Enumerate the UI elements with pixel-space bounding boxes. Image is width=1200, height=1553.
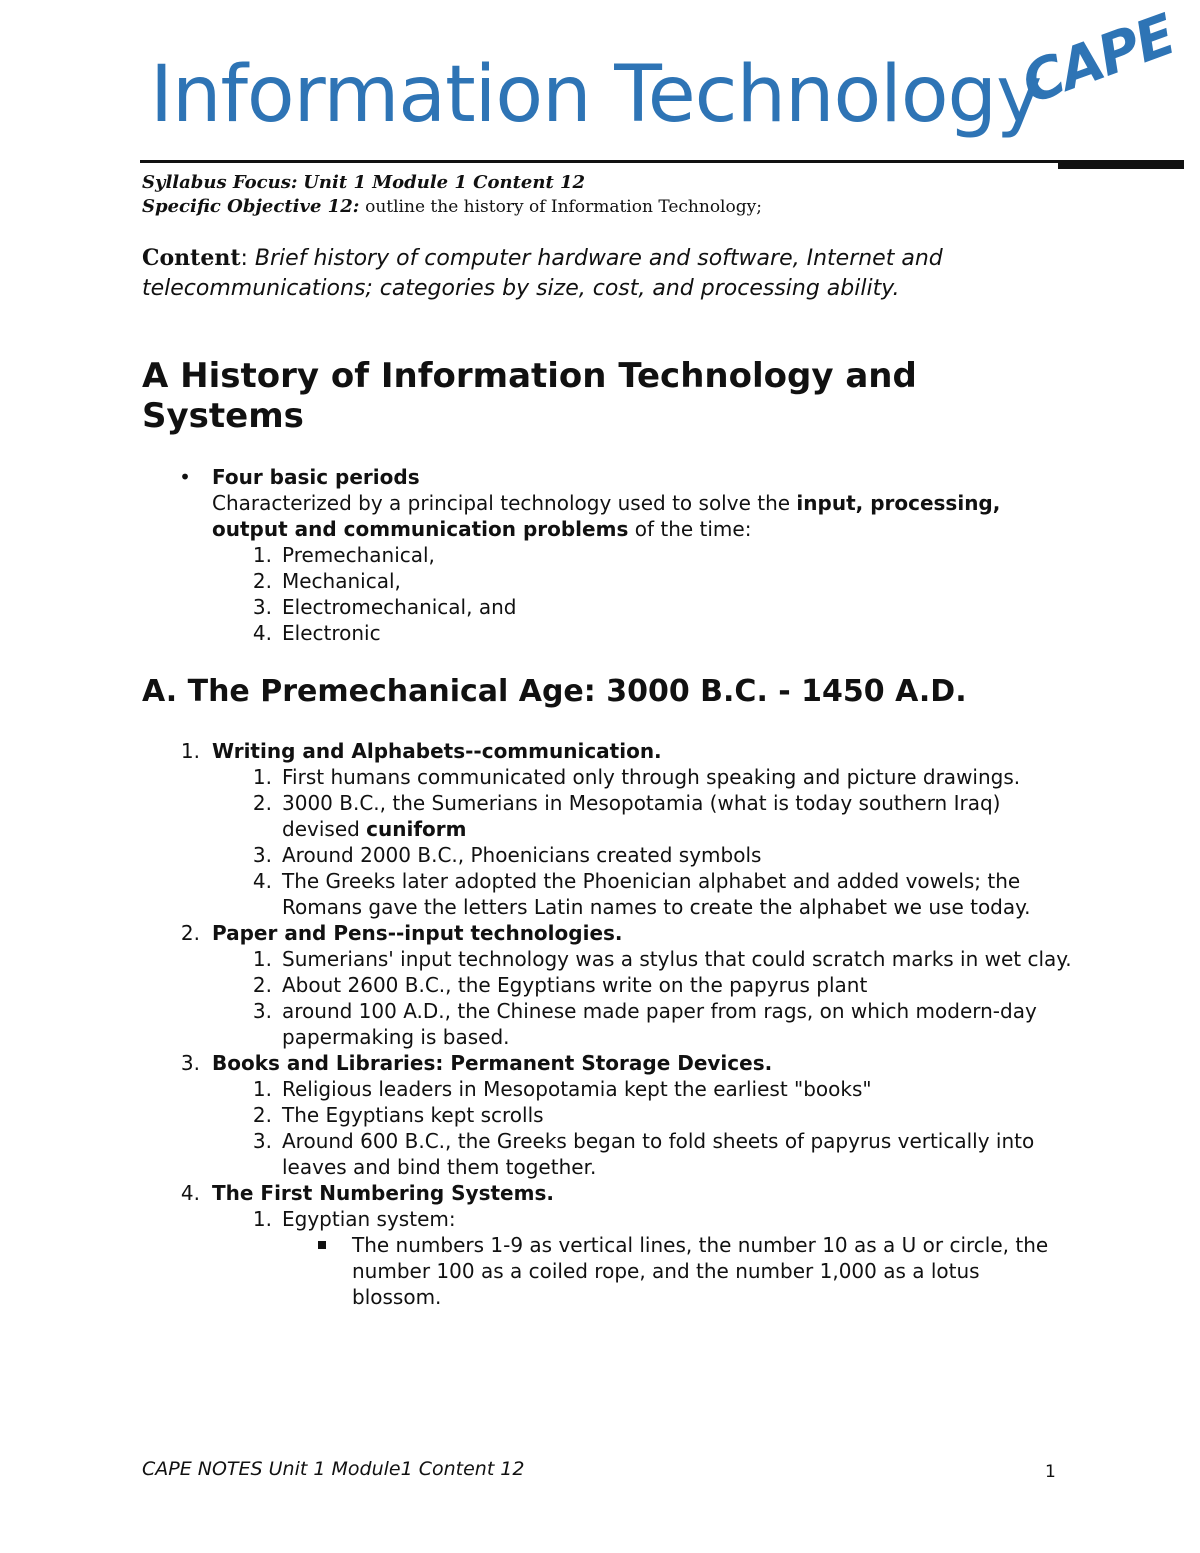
list-item xyxy=(170,464,1070,542)
list-number: 3. xyxy=(252,843,272,867)
item-title: Paper and Pens--input technologies. xyxy=(212,921,623,945)
list-number: 1. xyxy=(252,765,272,789)
list-item xyxy=(252,790,1072,842)
list-item xyxy=(252,542,1070,568)
list-number: 2. xyxy=(252,569,272,593)
list-item xyxy=(252,1206,1072,1232)
subitem-text: About 2600 B.C., the Egyptians write on the papyrus plant xyxy=(282,973,868,997)
list-item xyxy=(252,998,1072,1050)
sublist xyxy=(212,946,1072,1050)
document-title: Information Technology xyxy=(150,50,1042,140)
item-title: Writing and Alphabets--communication. xyxy=(212,739,662,763)
list-item xyxy=(252,946,1072,972)
list-item xyxy=(252,764,1072,790)
content-paragraph xyxy=(142,243,1062,304)
subitem-text: around 100 A.D., the Chinese made paper from rags, on which modern-day papermaking is based. xyxy=(282,999,1037,1049)
list-item xyxy=(252,972,1072,998)
footer-text: CAPE NOTES Unit 1 Module1 Content 12 xyxy=(142,1458,525,1480)
specific-objective-label: Specific Objective 12: xyxy=(142,196,360,217)
item-title: The First Numbering Systems. xyxy=(212,1181,554,1205)
list-number: 4. xyxy=(180,1181,200,1205)
header-rule xyxy=(140,160,1058,163)
section-heading-premechanical: A. The Premechanical Age: 3000 B.C. - 1450 A.D. xyxy=(142,674,967,709)
bullet-desc-text: Characterized by a principal technology used to solve the xyxy=(212,491,797,515)
list-number: 3. xyxy=(252,1129,272,1153)
list-item xyxy=(252,620,1070,646)
subitem-text: Sumerians' input technology was a stylus that could scratch marks in wet clay. xyxy=(282,947,1072,971)
list-item xyxy=(252,568,1070,594)
list-number: 2. xyxy=(252,791,272,815)
list-item xyxy=(180,1050,1072,1076)
list-number: 2. xyxy=(180,921,200,945)
syllabus-block xyxy=(142,171,762,219)
section-heading-history: A History of Information Technology and Systems xyxy=(142,356,917,436)
bullet-icon: • xyxy=(179,465,191,489)
specific-objective-text: outline the history of Information Technology; xyxy=(365,197,762,217)
list-item xyxy=(180,738,1072,764)
list-item xyxy=(180,920,1072,946)
list-number: 3. xyxy=(252,595,272,619)
period-label: Electronic xyxy=(282,621,381,645)
page-number: 1 xyxy=(1045,1462,1056,1482)
subitem-text: First humans communicated only through speaking and picture drawings. xyxy=(282,765,1021,789)
syllabus-focus-value: Unit 1 Module 1 Content 12 xyxy=(303,172,586,193)
list-number: 3. xyxy=(180,1051,200,1075)
cape-logo: CAPE xyxy=(1013,2,1183,118)
period-label: Premechanical, xyxy=(282,543,435,567)
list-number: 1. xyxy=(252,1207,272,1231)
list-item xyxy=(252,868,1072,920)
content-text: Brief history of computer hardware and software, Internet and telecommunications; categories by size, cost, and processing ability. xyxy=(142,246,943,301)
item-title: Books and Libraries: Permanent Storage Devices. xyxy=(212,1051,773,1075)
list-item xyxy=(252,1076,1072,1102)
list-number: 2. xyxy=(252,1103,272,1127)
list-item xyxy=(252,594,1070,620)
subitem-text: 3000 B.C., the Sumerians in Mesopotamia (what is today southern Iraq) devised xyxy=(282,791,1001,841)
list-item xyxy=(180,1180,1072,1206)
subitem-text: The Egyptians kept scrolls xyxy=(282,1103,544,1127)
premechanical-list xyxy=(180,738,1072,1310)
list-number: 4. xyxy=(252,621,272,645)
sublist xyxy=(212,764,1072,920)
bullet-title: Four basic periods xyxy=(212,465,420,489)
bullet-description xyxy=(212,490,1070,542)
content-label: Content xyxy=(142,245,241,271)
subitem-text: Egyptian system: xyxy=(282,1207,456,1231)
specific-objective-line xyxy=(142,195,762,219)
bullet-desc-bold: input, processing, output and communication problems xyxy=(212,491,1001,541)
list-item xyxy=(252,1102,1072,1128)
periods-list xyxy=(170,542,1070,646)
bullet-desc-tail: of the time: xyxy=(628,517,752,541)
subitem-text: Around 600 B.C., the Greeks began to fold sheets of papyrus vertically into leaves and bind them together. xyxy=(282,1129,1035,1179)
subitem-text: Religious leaders in Mesopotamia kept the earliest "books" xyxy=(282,1077,872,1101)
list-number: 1. xyxy=(180,739,200,763)
list-number: 2. xyxy=(252,973,272,997)
subitem-bold: cuniform xyxy=(366,817,467,841)
sublist xyxy=(212,1076,1072,1180)
list-number: 4. xyxy=(252,869,272,893)
list-number: 1. xyxy=(252,543,272,567)
subitem-text: The Greeks later adopted the Phoenician alphabet and added vowels; the Romans gave the letters Latin names to create the alphabet we use today. xyxy=(282,869,1031,919)
square-bullet-icon xyxy=(318,1241,326,1249)
list-item xyxy=(282,1232,1072,1310)
syllabus-focus-label: Syllabus Focus: xyxy=(142,172,298,193)
subitem-detail: The numbers 1-9 as vertical lines, the number 10 as a U or circle, the number 100 as a coiled rope, and the number 1,000 as a lotus blossom. xyxy=(352,1233,1049,1309)
header-rule-thick xyxy=(1058,160,1184,169)
syllabus-focus-line xyxy=(142,171,762,195)
subitem-text: Around 2000 B.C., Phoenicians created symbols xyxy=(282,843,762,867)
sublist xyxy=(212,1206,1072,1310)
period-label: Electromechanical, and xyxy=(282,595,517,619)
content-colon: : xyxy=(240,246,248,271)
list-number: 1. xyxy=(252,1077,272,1101)
list-item xyxy=(252,1128,1072,1180)
list-number: 1. xyxy=(252,947,272,971)
list-number: 3. xyxy=(252,999,272,1023)
periods-bullet-list xyxy=(170,464,1070,646)
list-item xyxy=(252,842,1072,868)
period-label: Mechanical, xyxy=(282,569,401,593)
